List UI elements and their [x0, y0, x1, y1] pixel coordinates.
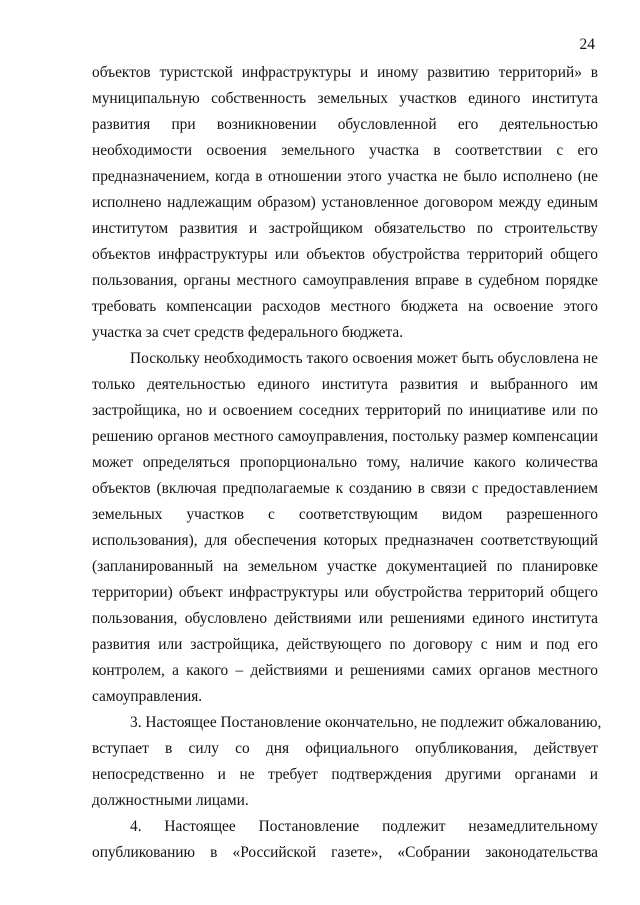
paragraph-4 — [92, 814, 598, 866]
text-line: участка за счет средств федерального бюджета. — [92, 324, 404, 341]
text-line: развития или застройщика, действующего по договору с ним и под его — [92, 636, 598, 653]
paragraph-1 — [92, 60, 598, 346]
text-line: развития при возникновении обусловленной его деятельностью — [92, 116, 598, 133]
text-line: необходимости освоения земельного участка в соответствии с его — [92, 142, 598, 159]
document-body — [92, 60, 602, 866]
text-line: исполнено надлежащим образом) установленное договором между единым — [92, 194, 598, 211]
text-line: Поскольку необходимость такого освоения может быть обусловлена не — [130, 350, 598, 367]
paragraph-2 — [92, 346, 598, 710]
text-line: 3. Настоящее Постановление окончательно, не подлежит обжалованию, — [130, 714, 602, 731]
text-line: только деятельностью единого института развития и выбранного им — [92, 376, 598, 393]
text-line: может определяться пропорционально тому, наличие какого количества — [92, 454, 598, 471]
text-line: контролем, а какого – действиями и решениями самих органов местного — [92, 662, 598, 679]
text-line: институтом развития и застройщиком обязательство по строительству — [92, 220, 598, 237]
text-line: застройщика, но и освоением соседних территорий по инициативе или по — [92, 402, 598, 419]
text-line: территории) объект инфраструктуры или обустройства территорий общего — [92, 584, 598, 601]
text-line: 4. Настоящее Постановление подлежит незамедлительному — [130, 818, 598, 835]
text-line: самоуправления. — [92, 688, 203, 705]
text-line: муниципальную собственность земельных участков единого института — [92, 90, 598, 107]
text-line: (запланированный на земельном участке документацией по планировке — [92, 558, 598, 575]
text-line: решению органов местного самоуправления, постольку размер компенсации — [92, 428, 598, 445]
text-line: объектов инфраструктуры или объектов обустройства территорий общего — [92, 246, 598, 263]
text-line: пользования, обусловлено действиями или решениями единого института — [92, 610, 598, 627]
text-line: опубликованию в «Российской газете», «Собрании законодательства — [92, 844, 598, 861]
text-line: вступает в силу со дня официального опубликования, действует — [92, 740, 598, 757]
text-line: должностными лицами. — [92, 792, 249, 809]
text-line: пользования, органы местного самоуправления вправе в судебном порядке — [92, 272, 598, 289]
page-number: 24 — [579, 36, 595, 53]
text-line: объектов туристской инфраструктуры и иному развитию территорий» в — [92, 64, 598, 81]
text-line: предназначением, когда в отношении этого участка не было исполнено (не — [92, 168, 598, 185]
paragraph-3 — [92, 710, 602, 814]
text-line: требовать компенсации расходов местного бюджета на освоение этого — [92, 298, 598, 315]
text-line: объектов (включая предполагаемые к созданию в связи с предоставлением — [92, 480, 598, 497]
text-line: непосредственно и не требует подтверждения другими органами и — [92, 766, 598, 783]
text-line: земельных участков с соответствующим видом разрешенного — [92, 506, 598, 523]
text-line: использования), для обеспечения которых предназначен соответствующий — [92, 532, 598, 549]
